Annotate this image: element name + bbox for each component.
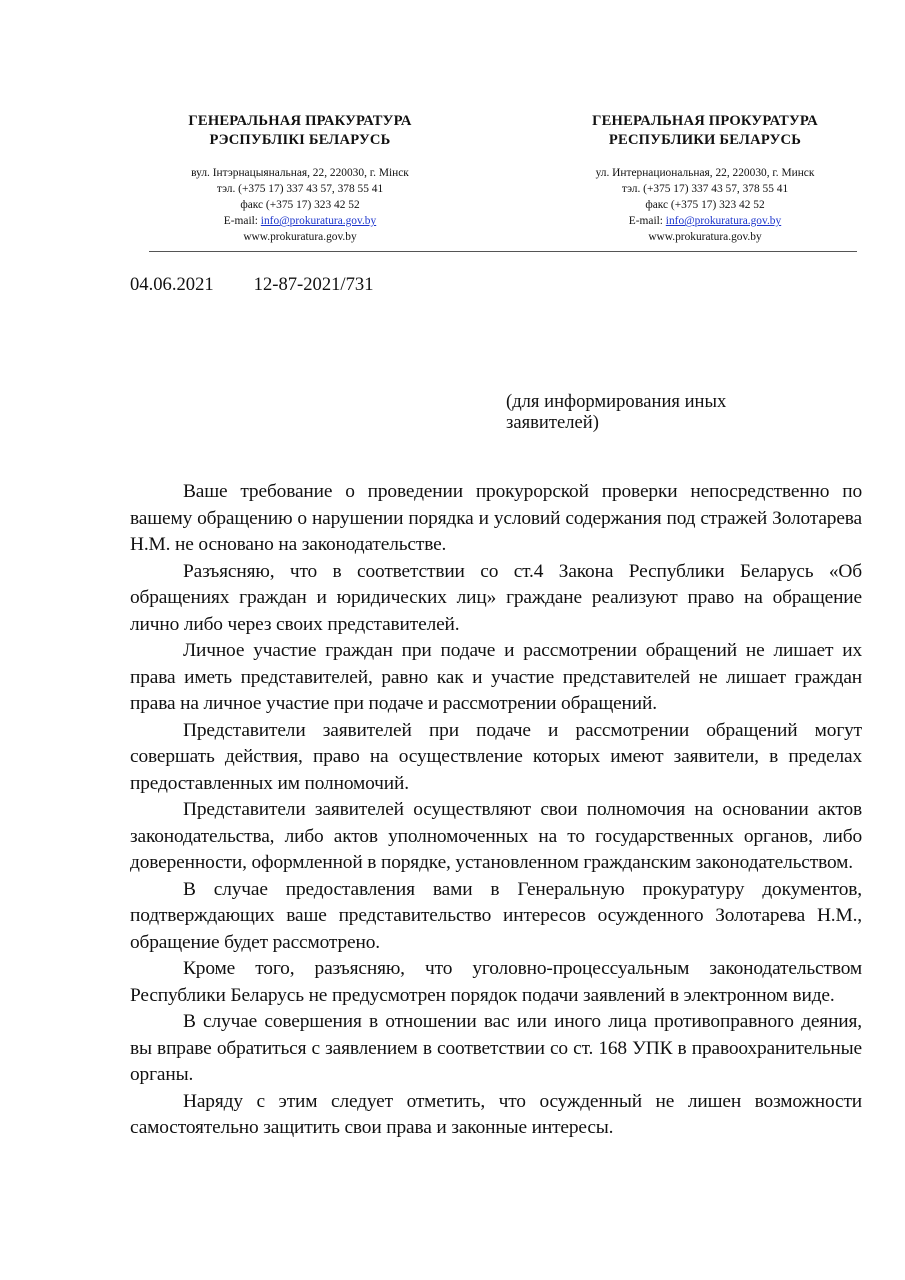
phone: тэл. (+375 17) 337 43 57, 378 55 41 [621,183,789,195]
org-name-line2: РЕСПУБЛИКИ БЕЛАРУСЬ [608,132,802,148]
paragraph: Кроме того, разъясняю, что уголовно-процессуальным законодательством Республики Беларусь не предусмотрен порядок подачи заявлений в электронном виде. [130,958,862,1006]
paragraph: Представители заявителей осуществляют свои полномочия на основании актов законодательства, либо актов уполномоченных на то государственных органов, либо доверенности, оформленной в порядке, установленном гражданским законодательством. [130,799,862,873]
paragraph: Разъясняю, что в соответствии со ст.4 Закона Республики Беларусь «Об обращениях граждан и юридических лиц» граждане реализуют право на обращение лично либо через своих представителей. [130,560,862,635]
email-label: E-mail: [628,215,666,227]
fax: факс (+375 17) 323 42 52 [240,199,360,211]
website: www.prokuratura.gov.by [648,231,762,243]
website: www.prokuratura.gov.by [243,231,357,243]
address: вул. Інтэрнацыянальная, 22, 220030, г. Мінск [191,167,409,179]
paragraph: Наряду с этим следует отметить, что осужденный не лишен возможности самостоятельно защитить свои права и законные интересы. [130,1090,862,1138]
paragraph: Личное участие граждан при подаче и рассмотрении обращений не лишает их права иметь представителей, равно как и участие представителей не лишает граждан права на личное участие при подаче и рассмотрении обращений. [130,640,862,714]
email-line [540,213,870,229]
letterhead [140,112,870,242]
email-link[interactable]: info@prokuratura.gov.by [665,215,782,227]
org-name-line1: ГЕНЕРАЛЬНАЯ ПРАКУРАТУРА [188,113,412,129]
fax: факс (+375 17) 323 42 52 [645,199,765,211]
paragraph: В случае предоставления вами в Генеральную прокуратуру документов, подтверждающих ваше представительство интересов осужденного Золотарева Н.М., обращение будет рассмотрено. [130,878,862,953]
email-line [140,213,460,229]
paragraph: В случае совершения в отношении вас или иного лица противоправного деяния, вы вправе обратиться с заявлением в соответствии со ст. 168 УПК в правоохранительные органы. [130,1011,862,1085]
paragraph: Ваше требование о проведении прокурорской проверки непосредственно по вашему обращению о нарушении порядка и условий содержания под стражей Золотарева Н.М. не основано на законодательстве. [130,481,862,555]
letterhead-belarusian [140,112,460,245]
document-date: 04.06.2021 [130,274,214,295]
org-name-line1: ГЕНЕРАЛЬНАЯ ПРОКУРАТУРА [592,113,818,129]
addressee-line1: (для информирования иных [506,391,727,412]
addressee [506,391,806,433]
header-divider [149,251,857,252]
email-link[interactable]: info@prokuratura.gov.by [260,215,377,227]
contact-block [140,165,460,245]
reference-number: 12-87-2021/731 [253,274,374,295]
email-label: E-mail: [223,215,261,227]
letter-body [130,479,862,1142]
contact-block [540,165,870,245]
org-name-line2: РЭСПУБЛІКІ БЕЛАРУСЬ [209,132,391,148]
letterhead-russian [540,112,870,245]
paragraph: Представители заявителей при подаче и рассмотрении обращений могут совершать действия, право на осуществление которых имеют заявители, в пределах предоставленных им полномочий. [130,719,862,794]
document-meta [130,273,374,297]
addressee-line2: заявителей) [506,412,599,433]
phone: тэл. (+375 17) 337 43 57, 378 55 41 [216,183,384,195]
address: ул. Интернациональная, 22, 220030, г. Минск [595,167,815,179]
